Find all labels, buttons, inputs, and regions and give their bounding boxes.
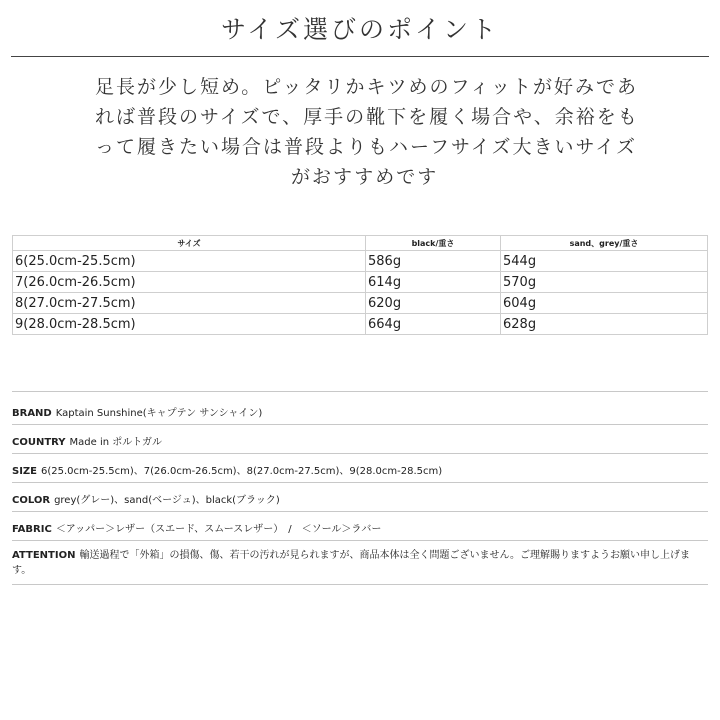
size-cell: 8(27.0cm-27.5cm) xyxy=(13,293,366,314)
size-cell: 6(25.0cm-25.5cm) xyxy=(13,251,366,272)
detail-row-country xyxy=(12,425,708,454)
detail-row-attention xyxy=(12,541,708,585)
black-weight-cell: 620g xyxy=(366,293,501,314)
detail-row-brand xyxy=(12,396,708,425)
sand-grey-weight-cell: 604g xyxy=(501,293,708,314)
size-advice-text xyxy=(95,72,639,192)
detail-row-color xyxy=(12,483,708,512)
detail-row-size xyxy=(12,454,708,483)
size-cell: 9(28.0cm-28.5cm) xyxy=(13,314,366,335)
black-weight-cell: 614g xyxy=(366,272,501,293)
detail-value: Made in ポルトガル xyxy=(69,437,162,448)
product-details-list xyxy=(12,396,708,585)
detail-value: grey(グレー)、sand(ベージュ)、black(ブラック) xyxy=(54,495,280,506)
black-weight-cell: 586g xyxy=(366,251,501,272)
table-row xyxy=(13,293,708,314)
title-divider xyxy=(11,56,709,57)
details-top-divider xyxy=(12,391,708,392)
detail-value: 6(25.0cm-25.5cm)、7(26.0cm-26.5cm)、8(27.0cm-27.5cm)、9(28.0cm-28.5cm) xyxy=(41,466,443,477)
advice-line: れば普段のサイズで、厚手の靴下を履く場合や、余裕をも xyxy=(95,106,639,128)
advice-line: って履きたい場合は普段よりもハーフサイズ大きいサイズ xyxy=(95,136,638,158)
table-row xyxy=(13,272,708,293)
column-header-black-weight: black/重さ xyxy=(366,236,501,251)
detail-label: BRAND xyxy=(12,408,52,419)
column-header-size: サイズ xyxy=(13,236,366,251)
detail-row-fabric xyxy=(12,512,708,541)
sand-grey-weight-cell: 544g xyxy=(501,251,708,272)
sand-grey-weight-cell: 570g xyxy=(501,272,708,293)
table-row xyxy=(13,251,708,272)
detail-label: SIZE xyxy=(12,466,38,477)
table-header-row xyxy=(13,236,708,251)
detail-label: COUNTRY xyxy=(12,437,66,448)
advice-line: 足長が少し短め。ピッタリかキツめのフィットが好みであ xyxy=(95,76,638,98)
page-title: サイズ選びのポイント xyxy=(220,15,499,44)
detail-label: ATTENTION xyxy=(12,550,76,561)
black-weight-cell: 664g xyxy=(366,314,501,335)
detail-value: 輸送過程で「外箱」の損傷、傷、若干の汚れが見られますが、商品本体は全く問題ございません。ご理解賜りますようお願い申し上げます。 xyxy=(12,550,691,576)
table-row xyxy=(13,314,708,335)
size-cell: 7(26.0cm-26.5cm) xyxy=(13,272,366,293)
size-weight-table xyxy=(12,235,708,335)
detail-label: COLOR xyxy=(12,495,51,506)
sand-grey-weight-cell: 628g xyxy=(501,314,708,335)
detail-label: FABRIC xyxy=(12,524,52,535)
detail-value: ＜アッパー＞レザー（スエード、スムースレザー） / ＜ソール＞ラバー xyxy=(55,524,382,535)
detail-value: Kaptain Sunshine(キャプテン サンシャイン) xyxy=(55,408,263,419)
column-header-sand-grey-weight: sand、grey/重さ xyxy=(501,236,708,251)
advice-line: がおすすめです xyxy=(291,166,439,188)
